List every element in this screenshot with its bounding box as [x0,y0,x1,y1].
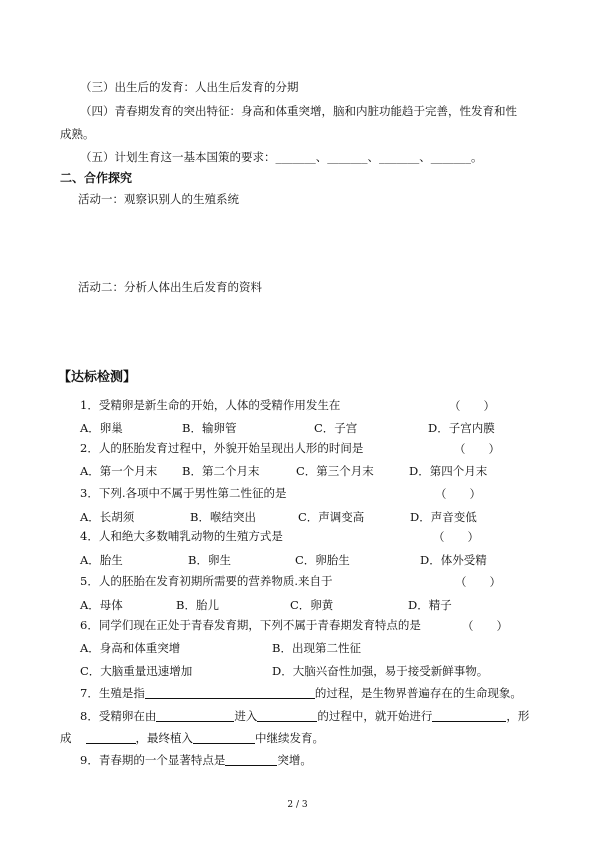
q6-option-d: D．大脑兴奋性加强，易于接受新鲜事物。 [272,664,489,678]
q8-end: ，形 [506,709,530,723]
q7-line [80,686,522,700]
q7-post: 的过程，是生物界普遍存在的生命现象。 [314,686,522,700]
q5-option-c: C．卵黄 [290,598,334,612]
activity-2: 活动二：分析人体出生后发育的资料 [78,280,262,294]
q5-option-d: D．精子 [408,598,452,612]
q9-blank[interactable] [225,754,277,766]
q8-mid2: 的过程中，就开始进行 [317,709,433,723]
q9-line [80,753,312,767]
q8-blank-1[interactable] [156,710,234,722]
q8-l2-post: 中继续发育。 [255,731,324,745]
page-number: 2 / 3 [287,800,308,810]
q8-l2-pre: 成 [60,731,72,745]
activity-1: 活动一：观察识别人的生殖系统 [78,192,239,206]
q4-option-b: B．卵生 [188,553,231,567]
q4-option-d: D．体外受精 [420,553,487,567]
q2-option-d: D．第四个月末 [409,464,488,478]
q9-pre: 9．青春期的一个显著特点是 [80,753,226,767]
q9-post: 突增。 [277,753,312,767]
q6-answer-paren: （ ） [462,619,508,633]
q8-pre: 8．受精卵在由 [80,709,157,723]
q5-answer-paren: （ ） [455,575,501,589]
q1-option-a: A．卵巢 [80,421,123,435]
q4-stem: 4．人和绝大多数哺乳动物的生殖方式是 [80,529,283,543]
q8-l2-mid: ，最终植入 [135,731,193,745]
q1-option-b: B．输卵管 [182,421,237,435]
q1-stem: 1．受精卵是新生命的开始，人体的受精作用发生在 [80,398,341,412]
q3-option-c: C．声调变高 [298,510,365,524]
intro-item-4-line2: 成熟。 [60,127,95,141]
q2-option-c: C．第三个月末 [296,464,374,478]
q5-stem: 5．人的胚胎在发育初期所需要的营养物质.来自于 [80,574,333,588]
q6-option-b: B．出现第二性征 [272,641,361,655]
q4-option-c: C．卵胎生 [295,553,350,567]
q3-option-d: D．声音变低 [410,510,477,524]
q8-blank-5[interactable] [193,732,255,744]
q4-option-a: A．胎生 [80,553,123,567]
q2-option-a: A．第一个月末 [80,464,158,478]
check-title: 【达标检测】 [58,370,137,385]
q2-stem: 2．人的胚胎发育过程中，外貌开始呈现出人形的时间是 [80,441,364,455]
q3-stem: 3．下列.各项中不属于男性第二性征的是 [80,486,287,500]
q8-blank-4[interactable] [86,732,136,744]
q5-option-a: A．母体 [80,598,123,612]
q8-blank-2[interactable] [257,710,317,722]
q4-answer-paren: （ ） [433,530,479,544]
q8-mid1: 进入 [234,709,258,723]
section-2-title: 二、合作探究 [60,171,133,185]
q6-option-c: C．大脑重量迅速增加 [80,664,193,678]
q3-option-b: B．喉结突出 [190,510,256,524]
q2-option-b: B．第二个月末 [182,464,260,478]
q7-blank[interactable] [145,687,315,699]
q8-line1 [80,709,529,723]
q6-stem: 6．同学们现在正处于青春发育期，下列不属于青春期发育特点的是 [80,618,421,632]
q5-option-b: B．胎儿 [176,598,219,612]
q7-pre: 7．生殖是指 [80,686,145,700]
q1-option-d: D．子宫内膜 [428,421,495,435]
intro-item-3: （三）出生后的发育：人出生后发育的分期 [80,80,299,94]
q3-option-a: A．长胡须 [80,510,135,524]
q8-blank-3[interactable] [432,710,506,722]
q2-answer-paren: （ ） [454,442,500,456]
q6-option-a: A．身高和体重突增 [80,641,181,655]
q1-option-c: C．子宫 [314,421,358,435]
intro-item-4-line1: （四）青春期发育的突出特征：身高和体重突增，脑和内脏功能趋于完善，性发育和性 [80,104,517,118]
q1-answer-paren: （ ） [449,399,495,413]
intro-item-5: （五）计划生育这一基本国策的要求：_______、_______、_______、_______。 [80,150,483,164]
q8-line2 [60,731,324,745]
q3-answer-paren: （ ） [435,487,481,501]
